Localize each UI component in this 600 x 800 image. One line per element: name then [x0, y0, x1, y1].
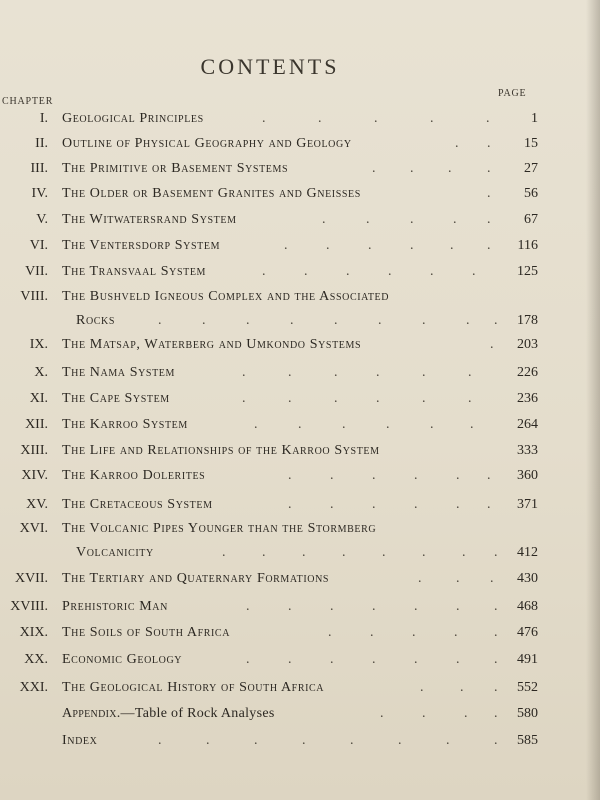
chapter-number: VII.	[25, 264, 48, 279]
leader-dot: .	[284, 238, 288, 253]
page-number: 203	[517, 337, 538, 352]
index-title: Index	[62, 733, 98, 748]
leader-dot: .	[468, 391, 472, 406]
leader-dot: .	[487, 468, 491, 483]
chapter-title: Outline of Physical Geography and Geology	[62, 136, 352, 151]
toc-entry	[0, 596, 580, 618]
leader-dot: .	[262, 545, 266, 560]
page-number: 178	[517, 313, 538, 328]
leader-dot: .	[202, 313, 206, 328]
leader-dot: .	[368, 238, 372, 253]
chapter-title: Geological Principles	[62, 111, 204, 126]
leader-dot: .	[420, 680, 424, 695]
chapter-number: XV.	[26, 497, 48, 512]
leader-dot: .	[430, 111, 434, 126]
chapter-title: The Tertiary and Quaternary Formations	[62, 571, 330, 586]
leader-dot: .	[372, 652, 376, 667]
leader-dot: .	[366, 212, 370, 227]
leader-dot: .	[246, 313, 250, 328]
leader-dot: .	[246, 652, 250, 667]
leader-dot: .	[370, 625, 374, 640]
chapter-number: XXI.	[19, 680, 48, 695]
leader-dot: .	[372, 599, 376, 614]
appendix-label: Appendix.	[62, 706, 121, 721]
toc-entry	[0, 465, 580, 487]
leader-dot: .	[242, 365, 246, 380]
chapter-number: XVII.	[14, 571, 48, 586]
leader-dot: .	[298, 417, 302, 432]
appendix-entry	[0, 703, 580, 725]
leader-dot: .	[422, 706, 426, 721]
leader-dot: .	[330, 652, 334, 667]
toc-entry	[0, 334, 580, 356]
leader-dot: .	[334, 313, 338, 328]
leader-dot: .	[487, 186, 491, 201]
chapter-number: XX.	[24, 652, 48, 667]
leader-dot: .	[386, 417, 390, 432]
leader-dot: .	[330, 599, 334, 614]
toc-entry	[0, 286, 580, 308]
chapter-number: XIX.	[19, 625, 48, 640]
chapter-number: XVI.	[19, 521, 48, 536]
page-number: 116	[517, 238, 538, 253]
leader-dot: .	[454, 625, 458, 640]
leader-dot: .	[374, 111, 378, 126]
chapter-title: The Older or Basement Granites and Gneisses	[62, 186, 361, 201]
leader-dot: .	[302, 733, 306, 748]
page-number: 430	[517, 571, 538, 586]
leader-dot: .	[462, 545, 466, 560]
leader-dot: .	[455, 136, 459, 151]
chapter-title: The Cape System	[62, 391, 170, 406]
page-column-header: PAGE	[498, 88, 527, 99]
leader-dot: .	[376, 365, 380, 380]
page-number: 552	[517, 680, 538, 695]
leader-dot: .	[158, 313, 162, 328]
leader-dot: .	[288, 365, 292, 380]
leader-dot: .	[398, 733, 402, 748]
leader-dot: .	[487, 136, 491, 151]
chapter-number: I.	[39, 111, 48, 126]
leader-dot: .	[326, 238, 330, 253]
leader-dot: .	[464, 706, 468, 721]
leader-dot: .	[290, 313, 294, 328]
leader-dot: .	[456, 652, 460, 667]
leader-dot: .	[346, 264, 350, 279]
leader-dot: .	[328, 625, 332, 640]
leader-dot: .	[262, 264, 266, 279]
page-number: 15	[524, 136, 538, 151]
leader-dot: .	[494, 625, 498, 640]
page-number: 1	[531, 111, 538, 126]
leader-dot: .	[410, 212, 414, 227]
chapter-title: The Primitive or Basement Systems	[62, 161, 289, 176]
page-number: 468	[517, 599, 538, 614]
leader-dot: .	[288, 391, 292, 406]
leader-dot: .	[430, 264, 434, 279]
page-number: 371	[517, 497, 538, 512]
leader-dot: .	[450, 238, 454, 253]
leader-dot: .	[322, 212, 326, 227]
chapter-number: XII.	[25, 417, 48, 432]
chapter-title-continuation: Volcanicity	[76, 545, 154, 560]
toc-entry	[0, 677, 580, 699]
leader-dot: .	[494, 313, 498, 328]
page-number: 27	[524, 161, 538, 176]
leader-dot: .	[456, 497, 460, 512]
page-number: 585	[517, 733, 538, 748]
leader-dot: .	[460, 680, 464, 695]
leader-dot: .	[350, 733, 354, 748]
leader-dot: .	[494, 652, 498, 667]
toc-entry	[0, 209, 580, 231]
leader-dot: .	[342, 545, 346, 560]
leader-dot: .	[446, 733, 450, 748]
toc-entry	[0, 133, 580, 155]
toc-entry-continuation	[0, 310, 580, 332]
leader-dot: .	[468, 365, 472, 380]
chapter-number: III.	[30, 161, 48, 176]
leader-dot: .	[410, 238, 414, 253]
chapter-number: X.	[34, 365, 48, 380]
leader-dot: .	[330, 497, 334, 512]
chapter-number: VI.	[29, 238, 48, 253]
leader-dot: .	[318, 111, 322, 126]
leader-dot: .	[302, 545, 306, 560]
chapter-title: The Soils of South Africa	[62, 625, 231, 640]
index-entry	[0, 730, 580, 752]
leader-dot: .	[487, 212, 491, 227]
leader-dot: .	[242, 391, 246, 406]
chapter-title: The Geological History of South Africa	[62, 680, 325, 695]
page-number: 67	[524, 212, 538, 227]
leader-dot: .	[288, 497, 292, 512]
leader-dot: .	[414, 599, 418, 614]
toc-entry	[0, 440, 580, 462]
toc-entry	[0, 568, 580, 590]
toc-entry	[0, 622, 580, 644]
leader-dot: .	[494, 733, 498, 748]
leader-dot: .	[288, 652, 292, 667]
page-number: 236	[517, 391, 538, 406]
page-number: 226	[517, 365, 538, 380]
leader-dot: .	[453, 212, 457, 227]
leader-dot: .	[456, 468, 460, 483]
leader-dot: .	[288, 599, 292, 614]
page-number: 264	[517, 417, 538, 432]
chapter-title: The Karroo System	[62, 417, 188, 432]
leader-dot: .	[448, 161, 452, 176]
leader-dot: .	[456, 571, 460, 586]
chapter-title: The Transvaal System	[62, 264, 207, 279]
leader-dot: .	[380, 706, 384, 721]
leader-dot: .	[422, 365, 426, 380]
chapter-title: The Ventersdorp System	[62, 238, 221, 253]
leader-dot: .	[494, 599, 498, 614]
page-title: CONTENTS	[200, 54, 340, 79]
leader-dot: .	[494, 706, 498, 721]
chapter-title: The Witwatersrand System	[62, 212, 237, 227]
leader-dot: .	[246, 599, 250, 614]
chapter-title: The Cretaceous System	[62, 497, 213, 512]
leader-dot: .	[206, 733, 210, 748]
chapter-number: XVIII.	[10, 599, 48, 614]
chapter-title: The Karroo Dolerites	[62, 468, 206, 483]
leader-dot: .	[288, 468, 292, 483]
chapter-number: VIII.	[20, 289, 48, 304]
leader-dot: .	[470, 417, 474, 432]
leader-dot: .	[422, 545, 426, 560]
leader-dot: .	[254, 417, 258, 432]
leader-dot: .	[342, 417, 346, 432]
leader-dot: .	[382, 545, 386, 560]
leader-dot: .	[418, 571, 422, 586]
leader-dot: .	[472, 264, 476, 279]
chapter-number: XI.	[29, 391, 48, 406]
leader-dot: .	[414, 652, 418, 667]
chapter-number: II.	[35, 136, 48, 151]
chapter-number: XIII.	[20, 443, 48, 458]
leader-dot: .	[486, 111, 490, 126]
toc-entry	[0, 362, 580, 384]
page-number: 333	[517, 443, 538, 458]
leader-dot: .	[304, 264, 308, 279]
leader-dot: .	[222, 545, 226, 560]
leader-dot: .	[490, 337, 494, 352]
chapter-title-continuation: Rocks	[76, 313, 116, 328]
chapter-number: XIV.	[21, 468, 48, 483]
leader-dot: .	[414, 497, 418, 512]
toc-entry	[0, 414, 580, 436]
chapter-title: The Nama System	[62, 365, 176, 380]
leader-dot: .	[422, 313, 426, 328]
page-number: 125	[517, 264, 538, 279]
appendix-title	[62, 703, 275, 725]
toc-entry	[0, 183, 580, 205]
leader-dot: .	[456, 599, 460, 614]
leader-dot: .	[388, 264, 392, 279]
leader-dot: .	[490, 571, 494, 586]
toc-entry	[0, 649, 580, 671]
appendix-text: —Table of Rock Analyses	[120, 706, 275, 721]
chapter-title: The Life and Relationships of the Karroo System	[62, 443, 380, 458]
chapter-title: The Matsap, Waterberg and Umkondo Systems	[62, 337, 362, 352]
leader-dot: .	[372, 497, 376, 512]
page-number: 476	[517, 625, 538, 640]
leader-dot: .	[158, 733, 162, 748]
leader-dot: .	[430, 417, 434, 432]
toc-entry-continuation	[0, 542, 580, 564]
chapter-number: IX.	[29, 337, 48, 352]
toc-entry	[0, 158, 580, 180]
leader-dot: .	[410, 161, 414, 176]
chapter-number: IV.	[31, 186, 48, 201]
leader-dot: .	[376, 391, 380, 406]
leader-dot: .	[487, 238, 491, 253]
toc-entry	[0, 388, 580, 410]
leader-dot: .	[334, 365, 338, 380]
chapter-title: The Bushveld Igneous Complex and the Associated	[62, 289, 390, 304]
leader-dot: .	[466, 313, 470, 328]
leader-dot: .	[378, 313, 382, 328]
page-number: 56	[524, 186, 538, 201]
chapter-title: Economic Geology	[62, 652, 183, 667]
leader-dot: .	[372, 161, 376, 176]
toc-entry	[0, 261, 580, 283]
leader-dot: .	[494, 545, 498, 560]
leader-dot: .	[334, 391, 338, 406]
chapter-title: The Volcanic Pipes Younger than the Stormberg	[62, 521, 377, 536]
leader-dot: .	[412, 625, 416, 640]
page-number: 412	[517, 545, 538, 560]
chapter-title: Prehistoric Man	[62, 599, 168, 614]
leader-dot: .	[422, 391, 426, 406]
leader-dot: .	[372, 468, 376, 483]
chapter-column-header: CHAPTER	[2, 96, 54, 107]
leader-dot: .	[262, 111, 266, 126]
page-number: 491	[517, 652, 538, 667]
leader-dot: .	[487, 161, 491, 176]
leader-dot: .	[330, 468, 334, 483]
leader-dot: .	[414, 468, 418, 483]
toc-entry	[0, 108, 580, 130]
toc-entry	[0, 235, 580, 257]
leader-dot: .	[254, 733, 258, 748]
leader-dot: .	[487, 497, 491, 512]
toc-entry	[0, 494, 580, 516]
toc-entry	[0, 518, 580, 540]
page-number: 360	[517, 468, 538, 483]
chapter-number: V.	[36, 212, 48, 227]
leader-dot: .	[494, 680, 498, 695]
page-number: 580	[517, 706, 538, 721]
